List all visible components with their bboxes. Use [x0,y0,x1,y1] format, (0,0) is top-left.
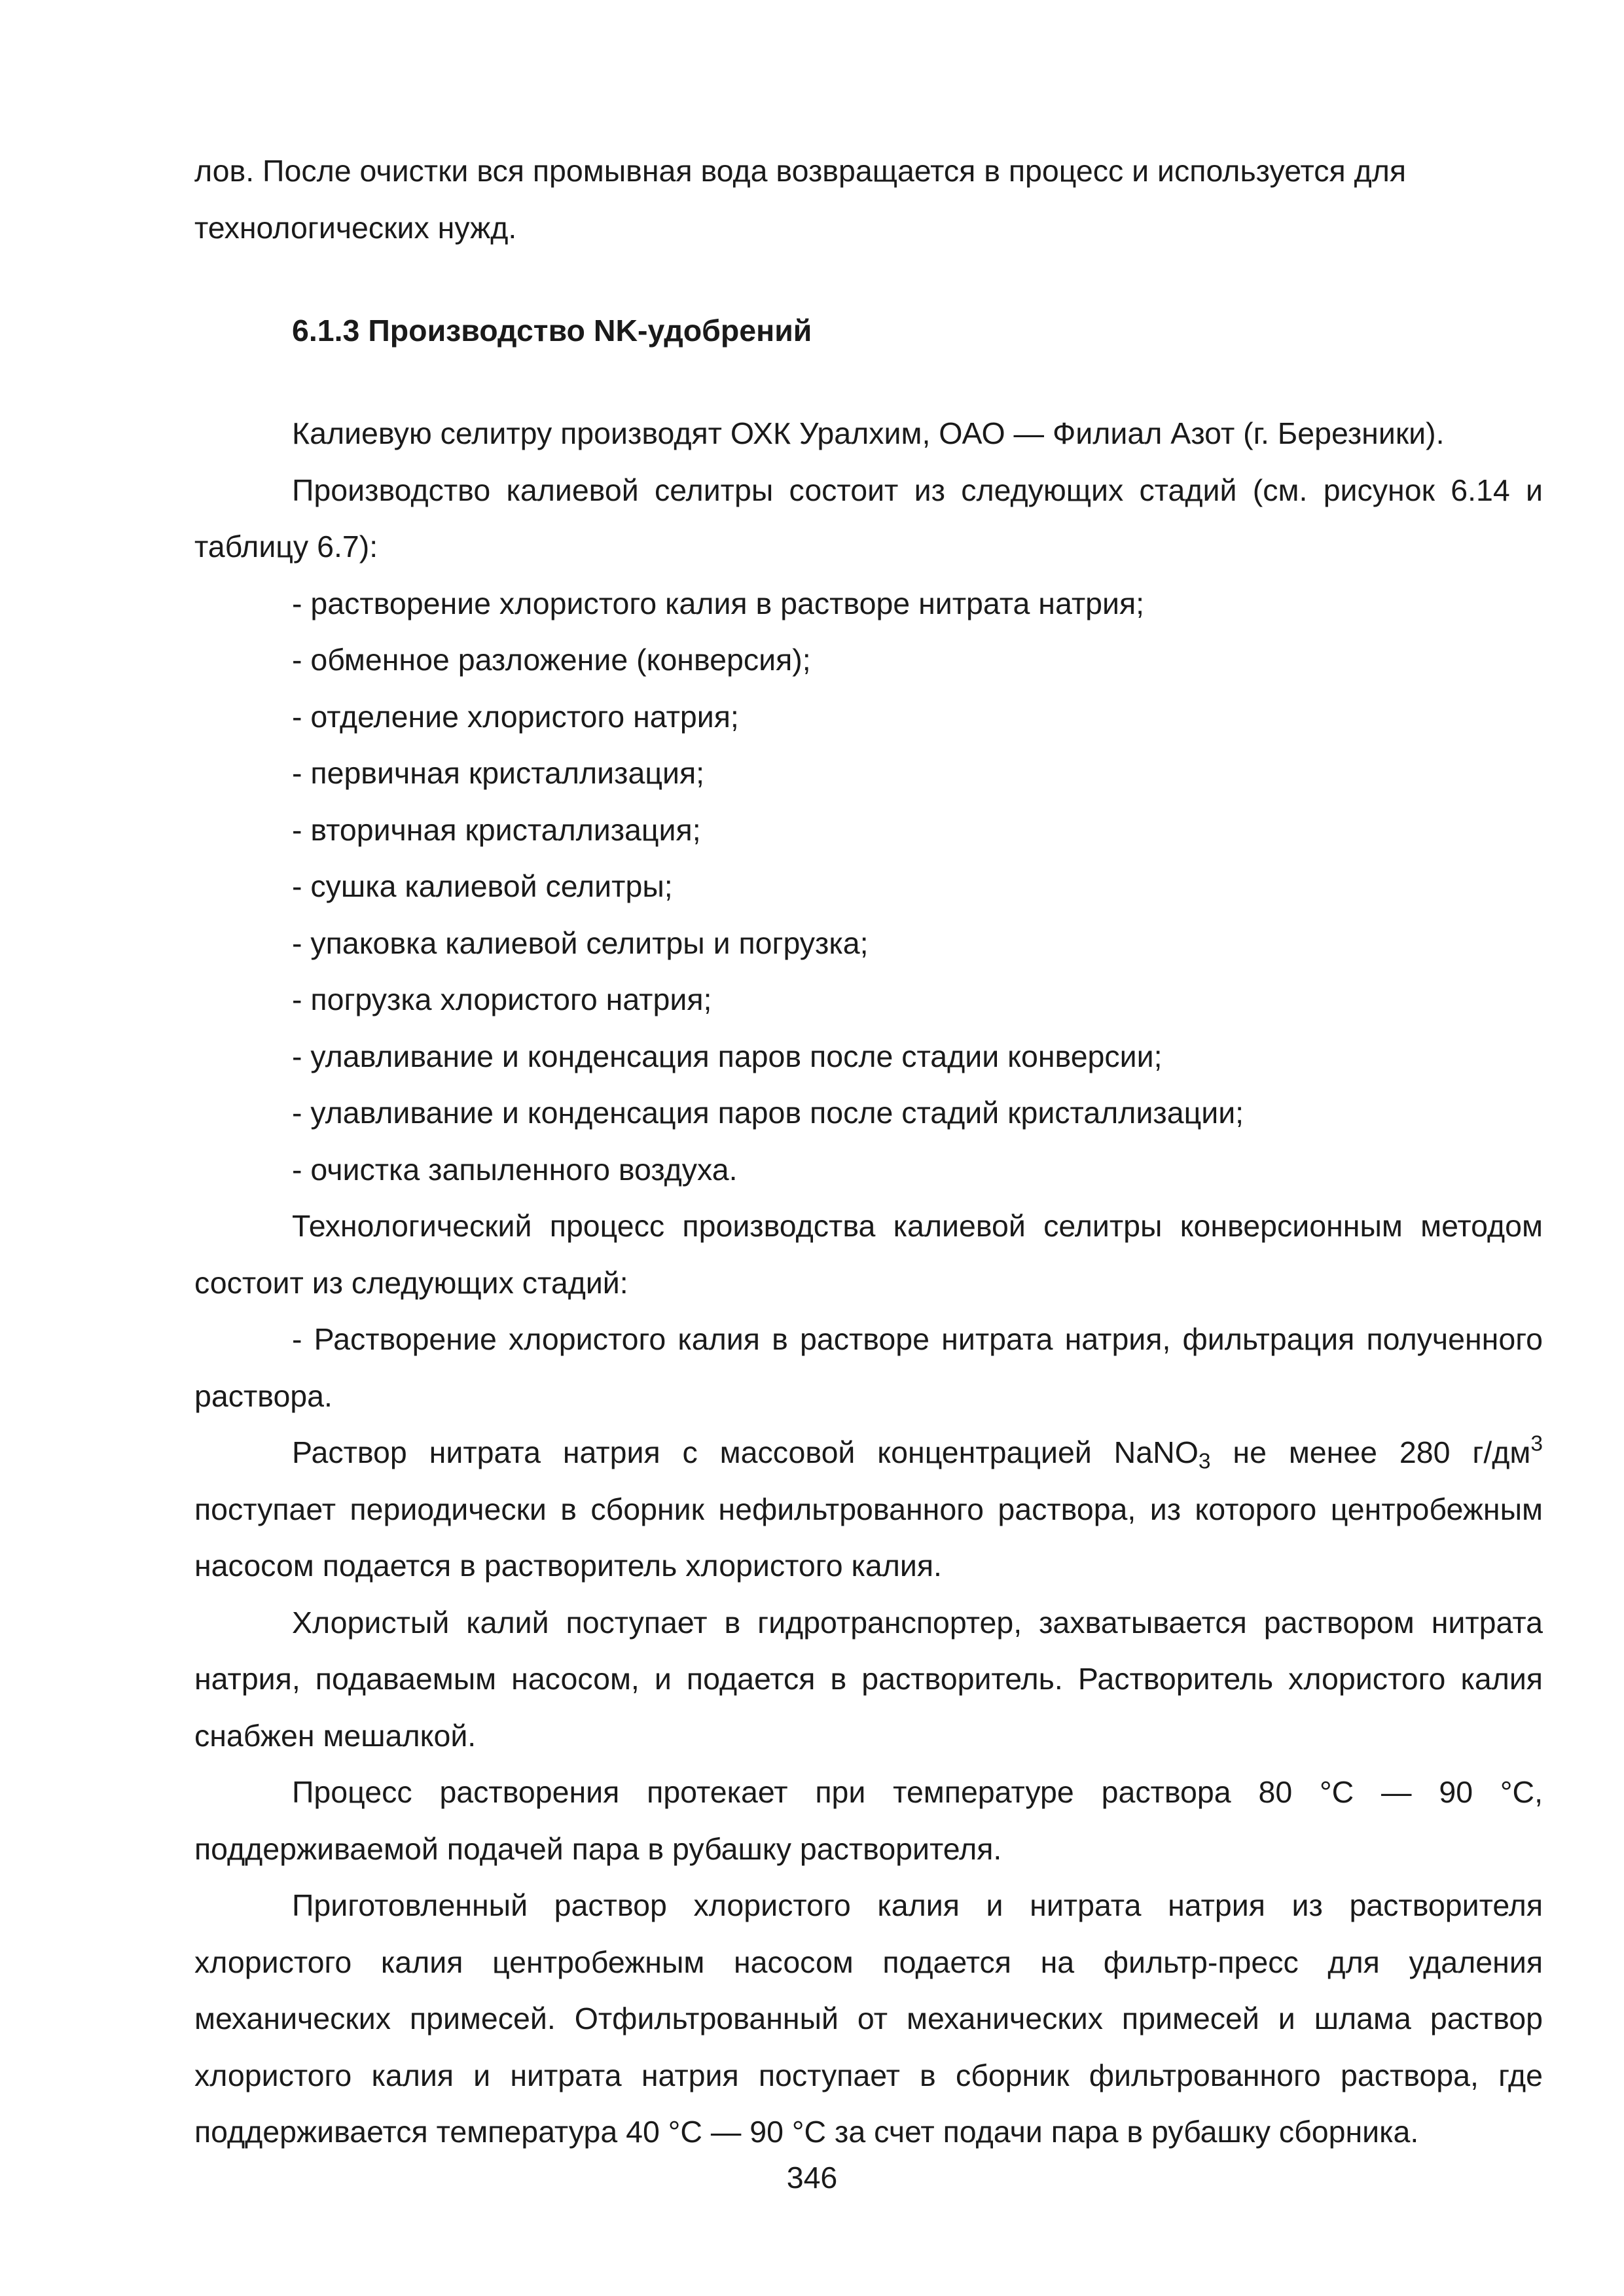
page-number: 346 [786,2161,838,2195]
stage-item: - отделение хлористого натрия; [292,699,739,734]
nitrate-superscript: 3 [1530,1431,1543,1456]
process-intro-paragraph: Технологический процесс производства калиевой селитры конверсионным методом состоит из следующих стадий: [194,1209,1543,1300]
intro-line-2: технологических нужд. [194,210,517,245]
stages-list [194,575,1543,1198]
nitrate-subscript: 3 [1198,1449,1211,1474]
stage-item: - очистка запыленного воздуха. [292,1152,738,1187]
stage-item: - упаковка калиевой селитры и погрузка; [292,925,869,960]
stage-item: - сушка калиевой селитры; [292,869,673,903]
dissolution-stage-paragraph: - Растворение хлористого калия в растворе нитрата натрия, фильтрация полученного раствора. [194,1322,1543,1413]
stages-intro-paragraph: Производство калиевой селитры состоит из следующих стадий (см. рисунок 6.14 и таблицу 6.7): [194,473,1543,564]
nitrate-text-3: поступает периодически в сборник нефильтрованного раствора, из которого центробежным насосом подается в растворитель хлористого калия. [194,1492,1543,1583]
stage-item: - обменное разложение (конверсия); [292,643,811,677]
intro-paragraph [194,143,1543,256]
document-body [194,143,1543,2161]
nitrate-text-2: не менее 280 г/дм [1210,1435,1531,1469]
intro-line-1: лов. После очистки вся промывная вода возвращается в процесс и используется для [194,154,1407,188]
stage-item: - улавливание и конденсация паров после стадии конверсии; [292,1039,1163,1073]
stage-item: - первичная кристаллизация; [292,756,705,790]
stage-item: - улавливание и конденсация паров после стадий кристаллизации; [292,1096,1244,1130]
temperature-paragraph: Процесс растворения протекает при температуре раствора 80 °С — 90 °С, поддерживаемой подачей пара в рубашку растворителя. [194,1775,1543,1866]
stage-item: - вторичная кристаллизация; [292,812,701,847]
nitrate-text-1: Раствор нитрата натрия с массовой концентрацией NaNO [292,1435,1199,1469]
producers-paragraph: Калиевую селитру производят ОХК Уралхим, ОАО — Филиал Азот (г. Березники). [292,416,1445,450]
chloride-paragraph: Хлористый калий поступает в гидротранспортер, захватывается раствором нитрата натрия, подаваемым насосом, и подается в растворитель. Растворитель хлористого калия снабжен мешалкой. [194,1605,1543,1753]
nitrate-paragraph [194,1424,1543,1594]
stage-item: - погрузка хлористого натрия; [292,982,712,1016]
filtration-paragraph: Приготовленный раствор хлористого калия и нитрата натрия из растворителя хлористого калия центробежным насосом подается на фильтр-пресс для удаления механических примесей. Отфильтрованный от механических примесей и шлама раствор хлористого калия и нитрата натрия поступает в сборник фильтрованного раствора, где поддерживается температура 40 °С — 90 °С за счет подачи пара в рубашку сборника. [194,1888,1543,2149]
stage-item: - растворение хлористого калия в растворе нитрата натрия; [292,586,1145,620]
section-heading: 6.1.3 Производство NK-удобрений [292,314,812,348]
